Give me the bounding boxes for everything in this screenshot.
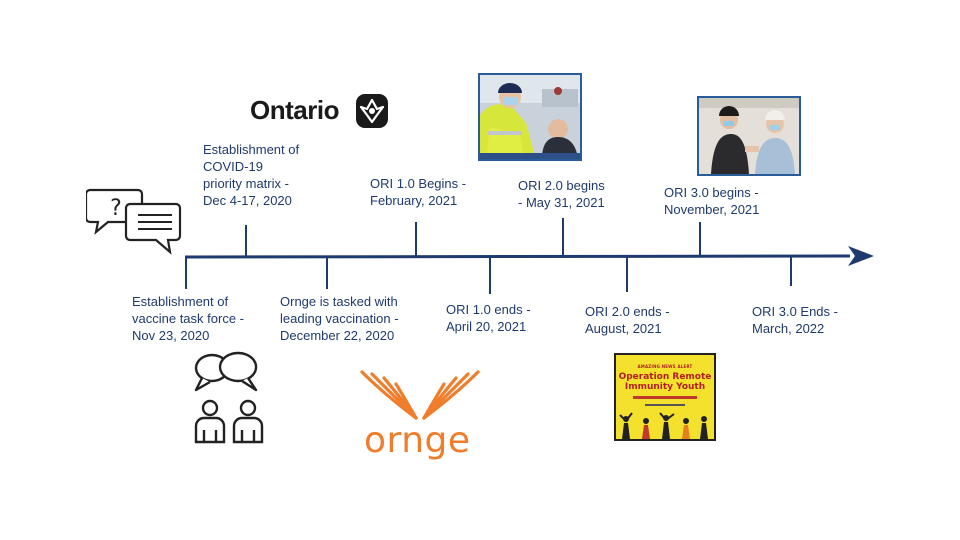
poster-subtitle-bar (633, 396, 697, 399)
tick-ori2-begins (562, 218, 564, 256)
ornge-logo-text: ornge (364, 420, 471, 461)
event-ori3-ends: ORI 3.0 Ends - March, 2022 (752, 304, 838, 336)
event-ori2-begins: ORI 2.0 begins - May 31, 2021 (518, 178, 605, 210)
event-ori1-begins: ORI 1.0 Begins - February, 2021 (370, 176, 467, 208)
tick-ori1-ends (489, 257, 491, 294)
poster-title-line1: Operation Remote (618, 372, 712, 382)
people-discussion-icon (188, 350, 272, 446)
event-priority-matrix: Establishment of COVID-19 priority matrix - Dec 4-17, 2020 (203, 142, 300, 208)
tick-ori1-begins (415, 222, 417, 257)
event-ornge-tasked: Ornge is tasked with leading vaccination - December 22, 2020 (280, 294, 399, 343)
tick-ori3-ends (790, 256, 792, 286)
ornge-logo (358, 368, 482, 466)
tick-ori3-begins (699, 222, 701, 256)
event-ori2-ends: ORI 2.0 ends - August, 2021 (585, 304, 670, 336)
question-chat-icon (86, 184, 182, 256)
children-vaccination-image (699, 98, 799, 174)
event-ori1-ends: ORI 1.0 ends - April 20, 2021 (446, 302, 531, 334)
trillium-icon (355, 93, 389, 129)
paramedic-vaccination-image (480, 75, 580, 159)
poster-youth-figures (616, 409, 714, 439)
youth-vaccination-photo (697, 96, 801, 176)
ontario-logo (250, 93, 395, 129)
ornge-wings-icon (358, 368, 482, 424)
ori-youth-poster (614, 353, 716, 441)
ontario-logo-text: Ontario (250, 95, 339, 125)
tick-task-force (185, 257, 187, 289)
vaccination-photo (478, 73, 582, 161)
tick-priority-matrix (245, 225, 247, 257)
event-ori3-begins: ORI 3.0 begins - November, 2021 (664, 185, 760, 217)
poster-kicker: AMAZING NEWS ALERT (637, 364, 693, 369)
tick-ori2-ends (626, 256, 628, 292)
event-task-force: Establishment of vaccine task force - Nov 23, 2020 (132, 294, 244, 343)
svg-text:?: ? (110, 196, 122, 221)
poster-subtitle-bar-2 (645, 404, 685, 406)
poster-title-line2: Immunity Youth (624, 382, 706, 392)
tick-ornge-tasked (326, 257, 328, 289)
